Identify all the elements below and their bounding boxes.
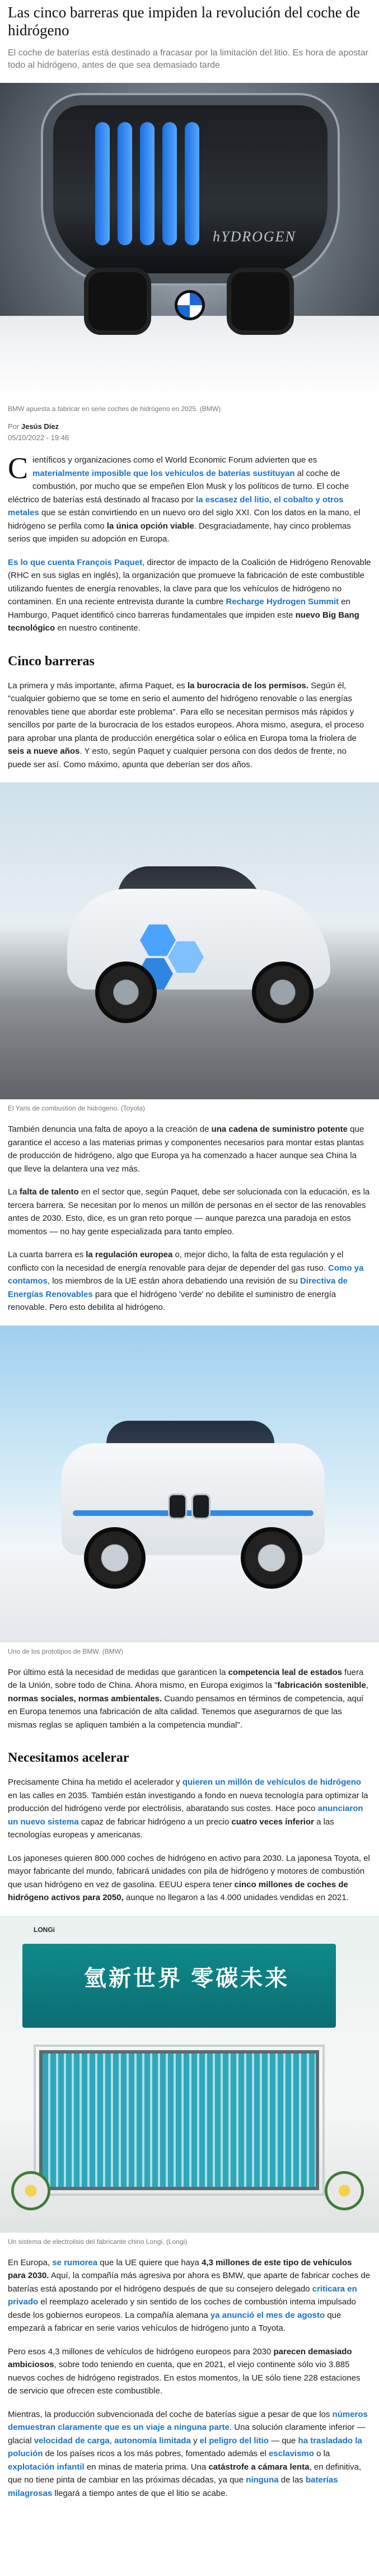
figure-caption: El Yaris de combustión de hidrógeno. (Toyota) xyxy=(8,1104,146,1112)
link[interactable]: anunciaron un nuevo sistema xyxy=(8,1804,363,1827)
paragraph: Científicos y organizaciones como el World Economic Forum advierten que es materialmente imposible que los vehículos de baterías sustituyan al coche de combustión, por mucho que se empeñen Elon Musk y los políticos de turno. El coche eléctrico de baterías está destinado al fracaso por la escasez del litio, el cobalto y otros metales que se están convirtiendo en un nuevo oro del siglo XXI. Con los datos en la mano, el hidrógeno se perfila como la única opción viable. Desgraciadamente, hay cinco problemas serios que impiden su adopción en Europa. xyxy=(8,451,361,544)
article-subtitle: El coche de baterías está destinado a fracasar por la limitación del litio. Es hora de apostar todo al hidrógeno, antes de que sea demasiado tarde xyxy=(8,48,368,70)
paragraph: Precisamente China ha metido el acelerador y quieren un millón de vehículos de hidrógeno en las calles en 2035. También están investigando a fondo en nueva tecnología para optimizar la producción del hidrógeno verde por electrólisis, abaratando sus costes. Hace poco anunciaron un nuevo sistema capaz de fabricar hidrógeno a un precio cuatro veces inferior a las tecnologías europeas y americanas. xyxy=(8,1777,368,1840)
section-heading: Necesitamos acelerar xyxy=(8,1751,129,1765)
figure-caption: Un sistema de electrolisis del fabricante chino Longi. (Longi) xyxy=(8,2237,188,2246)
link[interactable]: Como ya contamos xyxy=(8,1263,364,1286)
paragraph: En Europa, se rumorea que la UE quiere que haya 4,3 millones de este tipo de vehículos para 2030. Aquí, la compañía más agresiva por ahora es BMW, que aparte de fabricar coches de baterías está apostando por el hidrógeno después de que su consejero delegado criticara en privado el reemplazo acelerado y sin sentido de los coches de combustión interna impulsado desde los gobiernos europeos. La compañía alemana ya anunció el mes de agosto que empezará a fabricar en serie varios vehículos de hidrógeno junto a Toyota. xyxy=(8,2257,371,2333)
link[interactable]: velocidad de carga xyxy=(34,2435,110,2446)
electrolyzer-stack xyxy=(39,2050,319,2190)
publish-date: 05/10/2022 - 19:46 xyxy=(8,433,69,442)
hero-image[interactable] xyxy=(0,83,379,400)
link[interactable]: ya anunció el mes de agosto xyxy=(210,2310,325,2320)
figure-bmw xyxy=(0,1326,379,1656)
link[interactable]: explotación infantil xyxy=(8,2462,85,2472)
link[interactable]: esclavismo xyxy=(269,2449,314,2458)
link[interactable]: Directiva de Energías Renovables xyxy=(8,1276,348,1299)
paragraph: La primera y más importante, afirma Paquet, es la burocracia de los permisos. Según él, "cualquier gobierno que se tome en serio el aumento del hidrógeno renovable o las energías renovables tiene que abordar este problema". Para ello se necesitan permisos más rápidos y sencillos por parte de la burocracia de los estados europeos. Ahora mismo, asegura, el proceso para aprobar una planta de producción energética solar o eólica en Europa toma la friolera de seis a nueve años. Y esto, según Paquet y cualquier persona con dos dedos de frente, no puede ser así. Como máximo, apunta que deberían ser dos años. xyxy=(8,680,364,769)
paragraph: Pero esos 4,3 millones de vehículos de hidrógeno europeos para 2030 parecen demasiado ambiciosos, sobre todo teniendo en cuenta, que en 2021, el viejo continente sólo vio 3.885 nuevos coches de hidrógeno registrados. En estos momentos, la UE sólo tiene 228 estaciones de servicio que ofrecen este combustible. xyxy=(8,2346,361,2396)
dropcap: C xyxy=(8,451,29,485)
figure-longi xyxy=(0,1916,379,2246)
paragraph: Es lo que cuenta François Paquet, director de impacto de la Coalición de Hidrógeno Renovable (RHC en sus siglas en inglés), la organización que promueve la fabricación de este combustible utilizando fuentes de energía renovables, la clave para que los vehículos de hidrógeno no contaminen. En una reciente entrevista durante la cumbre Recharge Hydrogen Summit en Hamburgo, Paquet identificó cinco barreras fundamentales que impiden este nuevo Big Bang tecnológico en nuestro continente. xyxy=(8,557,371,633)
hero-caption: BMW apuesta a fabricar en serie coches de hidrógeno en 2025. (BMW) xyxy=(8,405,221,413)
link[interactable]: números demuestran claramente que es un viaje a ninguna parte xyxy=(8,2409,368,2432)
bmw-logo xyxy=(175,290,205,320)
author-link[interactable]: Jesús Díez xyxy=(21,422,59,431)
figure-caption: Uno de los prototipos de BMW. (BMW) xyxy=(8,1647,124,1655)
link[interactable]: criticara en privado xyxy=(8,2284,357,2307)
banner-text: 氫新世界 零碳未来 xyxy=(84,1966,290,1991)
byline xyxy=(8,421,371,444)
longi-image[interactable] xyxy=(0,1916,379,2233)
paragraph: Por último está la necesidad de medidas que garanticen la competencia leal de estados fuera de la Unión, sobre todo de China. Ahora mismo, en Europa exigimos la "fabricación sostenible, normas sociales, normas ambientales. Cuando pensamos en términos de competencia, aquí en Europa tenemos una fabricación de alta calidad. Tenemos que asegurarnos de que las mismas reglas se apliquen también a la competencia mundial". xyxy=(8,1667,368,1730)
hero-figure xyxy=(0,83,379,413)
link[interactable]: se rumorea xyxy=(52,2257,98,2267)
link[interactable]: ha trasladado la polución xyxy=(8,2435,362,2458)
paragraph: Mientras, la producción subvencionada del coche de baterías sigue a pesar de que los números demuestran claramente que es un viaje a ninguna parte. Una solución claramente inferior — glacial velocidad de carga, autonomía limitada y el peligro del litio — que ha trasladado la polución de los países ricos a los más pobres, fomentado además el esclavismo o la explotación infantil en minas de materia prima. Una catástrofe a cámara lenta, en definitiva, que no tiene pinta de cambiar en las próximas décadas, ya que ninguna de las baterías milagrosas llegará a tiempo antes de que el litio se acabe. xyxy=(8,2409,368,2498)
figure-toyota xyxy=(0,782,379,1113)
longi-logo: LONGi xyxy=(34,1925,55,1934)
link[interactable]: materialmente imposible que los vehículos de baterías sustituyan xyxy=(32,468,295,478)
engine-brand-text: hYDROGEN xyxy=(213,228,296,245)
link[interactable]: ninguna xyxy=(246,2475,279,2485)
link[interactable]: Es lo que cuenta François Paquet xyxy=(8,557,143,567)
paragraph: También denuncia una falta de apoyo a la creación de una cadena de suministro potente que garantice el acceso a las materias primas y componentes necesarios para montar estas plantas de producción de hidrógeno, algo que Europa ya ha comenzado a hacer aunque sea China la que lleve la delantera una vez más. xyxy=(8,1124,364,1174)
paragraph: La falta de talento en el sector que, según Paquet, debe ser solucionada con la educación, es la tercera barrera. Se necesitan por lo menos un millón de personas en el sector de las renovables antes de 2030. Esto, dice, es un gran reto porque — aunque parezca una paradoja en estos momentos — no hay gente especializada para tanto empleo. xyxy=(8,1187,370,1236)
link[interactable]: quieren un millón de vehículos de hidrógeno xyxy=(182,1777,362,1787)
section-heading: Cinco barreras xyxy=(8,654,95,669)
link[interactable]: autonomía limitada xyxy=(114,2435,191,2446)
link[interactable]: baterías milagrosas xyxy=(8,2475,338,2498)
toyota-image[interactable] xyxy=(0,782,379,1099)
paragraph: Los japoneses quieren 800.000 coches de hidrógeno en activo para 2030. La japonesa Toyota, el mayor fabricante del mundo, fabricará unidades con pila de hidrógeno y motores de combustión que usan hidrógeno en vez de gasolina. EEUU espera tener cinco millones de coches de hidrógeno activos para 2050, aunque no llegaron a las 4.000 unidades vendidas en 2021. xyxy=(8,1853,370,1902)
byline-prefix: Por xyxy=(8,422,20,431)
link[interactable]: la escasez del litio, el cobalto y otros metales xyxy=(8,494,344,517)
link[interactable]: Recharge Hydrogen Summit xyxy=(226,597,339,606)
bmw-image[interactable] xyxy=(0,1326,379,1642)
article-title: Las cinco barreras que impiden la revolución del coche de hidrógeno xyxy=(8,4,360,39)
paragraph: La cuarta barrera es la regulación europea o, mejor dicho, la falta de esta regulación y el conflicto con la necesidad de energía renovable para dejar de depender del gas ruso. Como ya contamos, los miembros de la UE están ahora debatiendo una revisión de su Directiva de Energías Renovables para que el hidrógeno 'verde' no debilite el suministro de energía renovable. Pero esto debilita al hidrógeno. xyxy=(8,1250,364,1312)
link[interactable]: el peligro del litio xyxy=(199,2435,269,2446)
